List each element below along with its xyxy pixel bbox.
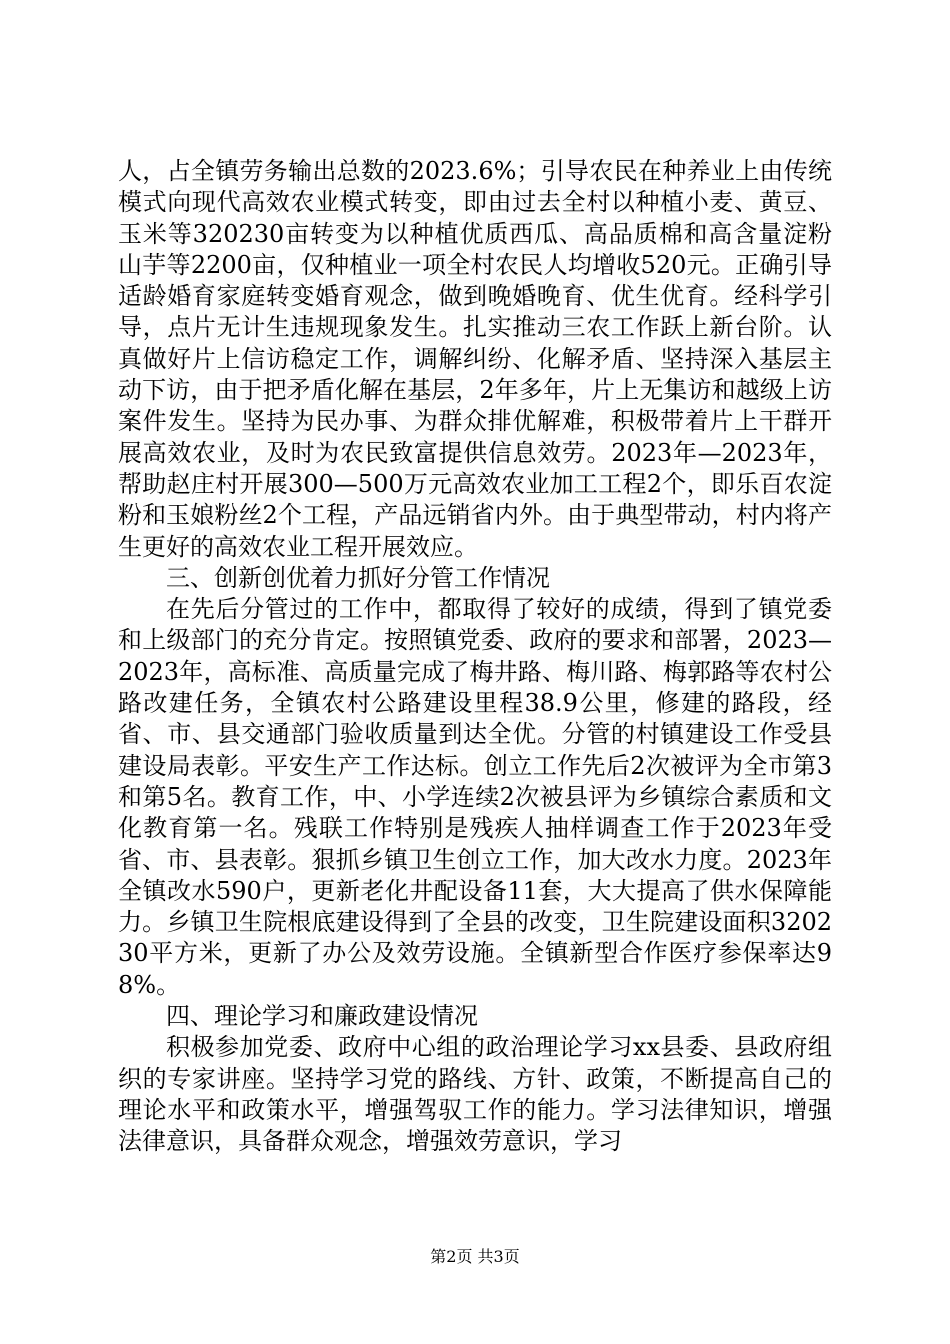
section-heading-3: 三、创新创优着力抓好分管工作情况 xyxy=(166,563,550,592)
section-heading-4: 四、理论学习和廉政建设情况 xyxy=(166,1002,478,1031)
page-footer xyxy=(0,1244,950,1267)
paragraph-continued: 人，占全镇劳务输出总数的2023.6%；引导农民在种养业上由传统模式向现代高效农业模式转变，即由过去全村以种植小麦、黄豆、玉米等320230亩转变为以种植优质西瓜、高品质棉和高含量淀粉山芋等2200亩，仅种植业一项全村农民人均增收520元。正确引导适龄婚育家庭转变婚育观念，做到晚婚晚育、优生优育。经科学引导，点片无计生违规现象发生。扎实推动三农工作跃上新台阶。认真做好片上信访稳定工作，调解纠纷、化解矛盾、坚持深入基层主动下访，由于把矛盾化解在基层，2年多年，片上无集访和越级上访案件发生。坚持为民办事、为群众排优解难，积极带着片上干群开展高效农业，及时为农民致富提供信息效劳。2023年—2023年，帮助赵庄村开展300—500万元高效农业加工工程2个，即乐百农淀粉和玉娘粉丝2个工程，产品远销省内外。由于典型带动，村内将产生更好的高效农业工程开展效应。 xyxy=(118,157,832,561)
paragraph-section-3: 在先后分管过的工作中，都取得了较好的成绩，得到了镇党委和上级部门的充分肯定。按照镇党委、政府的要求和部署，2023—2023年，高标准、高质量完成了梅井路、梅川路、梅郭路等农村公路改建任务，全镇农村公路建设里程38.9公里，修建的路段，经省、市、县交通部门验收质量到达全优。分管的村镇建设工作受县建设局表彰。平安生产工作达标。创立工作先后2次被评为全市第3和第5名。教育工作，中、小学连续2次被县评为乡镇综合素质和文化教育第一名。残联工作特别是残疾人抽样调查工作于2023年受省、市、县表彰。狠抓乡镇卫生创立工作，加大改水力度。2023年全镇改水590户，更新老化井配设备11套，大大提高了供水保障能力。乡镇卫生院根底建设得到了全县的改变，卫生院建设面积320230平方米，更新了办公及效劳设施。全镇新型合作医疗参保率达98%。 xyxy=(118,595,832,999)
page-number-label: 第2页 共3页 xyxy=(430,1247,520,1266)
paragraph-section-4: 积极参加党委、政府中心组的政治理论学习xx县委、县政府组织的专家讲座。坚持学习党的路线、方针、政策，不断提高自己的理论水平和政策水平，增强驾驭工作的能力。学习法律知识，增强法律意识，具备群众观念，增强效劳意识，学习 xyxy=(118,1033,832,1156)
document-body xyxy=(118,156,832,1158)
